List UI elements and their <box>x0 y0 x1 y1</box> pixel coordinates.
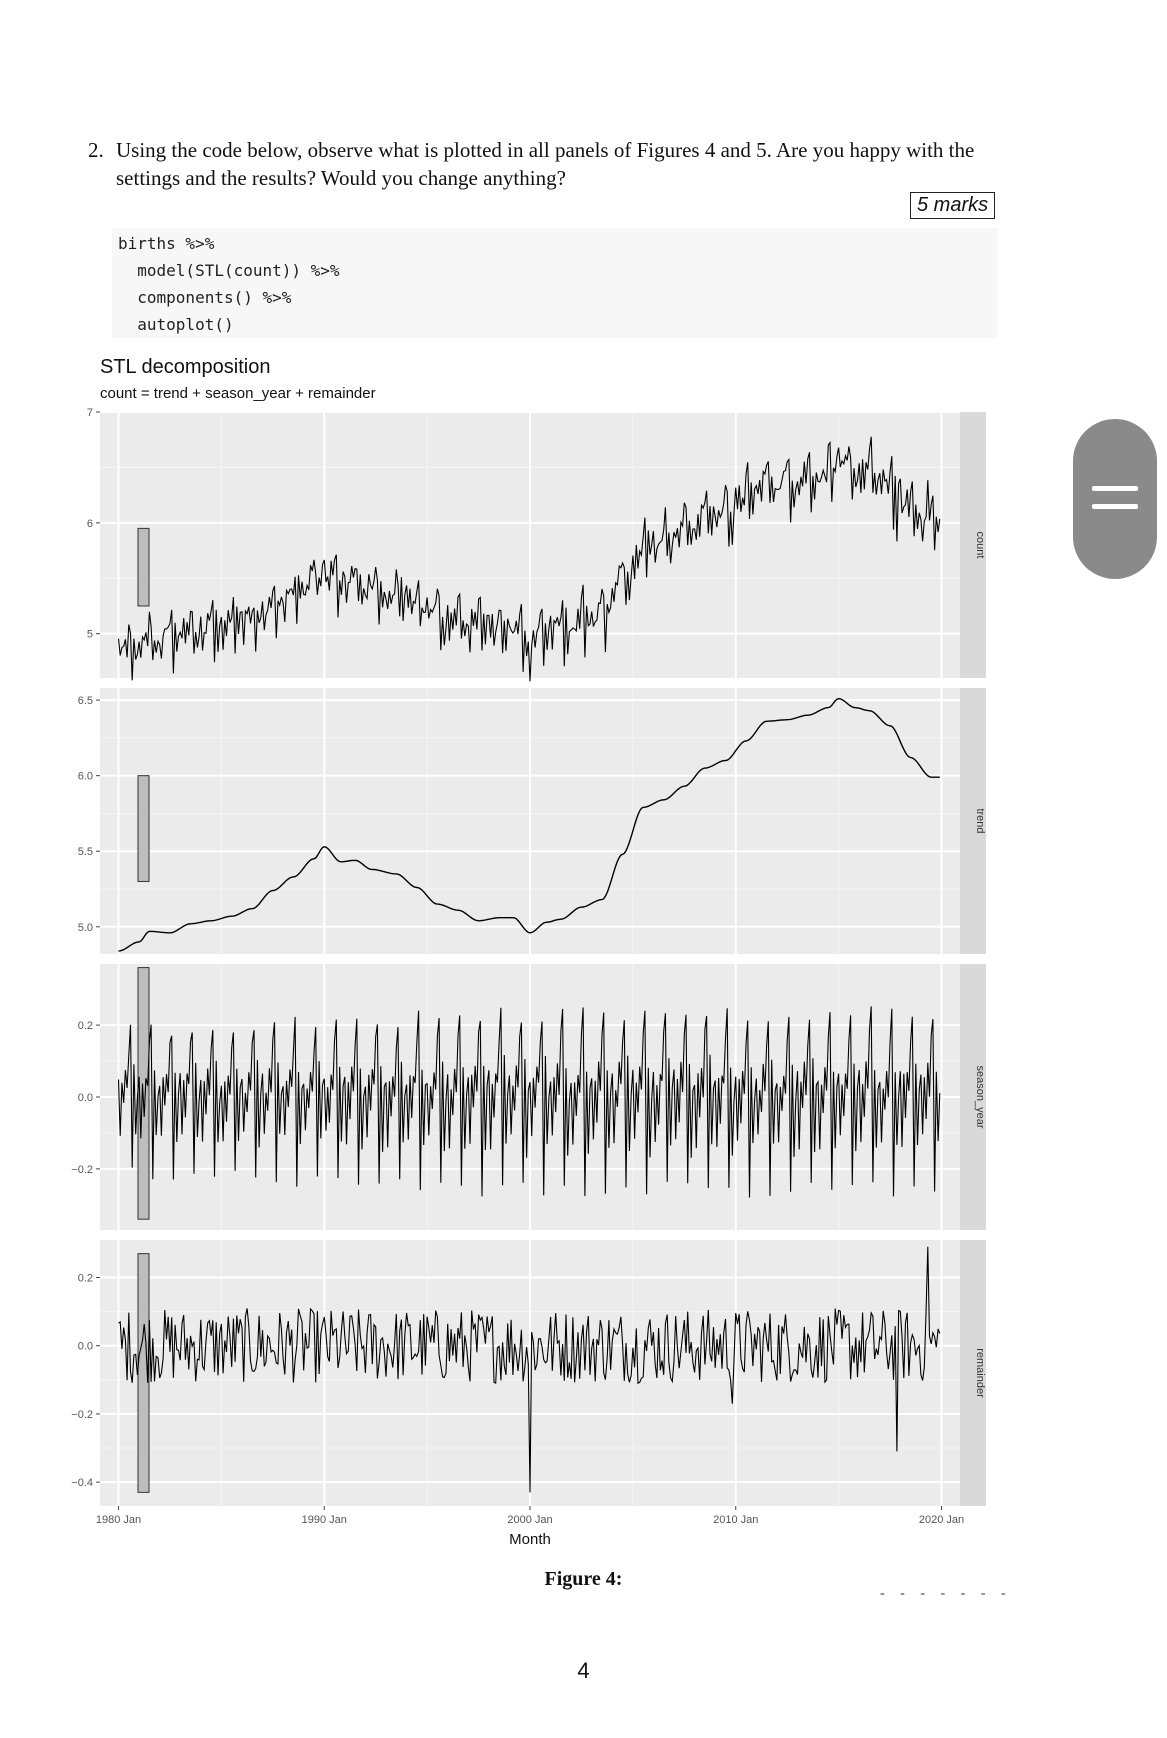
y-tick-label: 0.0 <box>77 1092 93 1104</box>
strip-label: season_year <box>974 1065 986 1129</box>
y-tick-label: 5.5 <box>77 846 93 859</box>
y-tick-label: 0.2 <box>77 1272 93 1285</box>
y-tick-label: 7 <box>86 407 93 419</box>
marks-badge: 5 marks <box>910 192 995 219</box>
chart-title: STL decomposition <box>100 356 271 378</box>
x-tick-label: 2000 Jan <box>507 1514 553 1526</box>
y-tick-label: 5.0 <box>77 921 93 934</box>
question-text: Using the code below, observe what is plotted in all panels of Figures 4 and 5. Are you happy with the settings and the results? Would you change anything? <box>116 138 975 190</box>
y-tick-label: 6.0 <box>77 770 93 783</box>
y-tick-label: −0.2 <box>71 1408 93 1421</box>
y-tick-label: 0.2 <box>77 1020 93 1033</box>
strip-label: remainder <box>974 1348 986 1398</box>
x-tick-label: 1990 Jan <box>301 1514 347 1526</box>
strip-label: trend <box>974 808 986 834</box>
figure-caption: Figure 4: <box>544 1568 623 1590</box>
page-number: 4 <box>577 1658 590 1683</box>
x-tick-label: 1980 Jan <box>95 1514 142 1526</box>
x-tick-label: 2020 Jan <box>918 1514 965 1526</box>
code-line: components() %>% <box>118 288 292 307</box>
scale-bar <box>138 528 149 606</box>
x-tick-label: 2010 Jan <box>713 1514 759 1526</box>
scale-bar <box>138 776 149 882</box>
y-tick-label: −0.2 <box>71 1163 93 1176</box>
strip-label: count <box>974 531 986 559</box>
question-number: 2. <box>88 138 104 162</box>
footer-fragment: - - - - - - - <box>880 1586 1012 1601</box>
y-tick-label: 6 <box>86 517 93 530</box>
y-tick-label: −0.4 <box>71 1477 93 1490</box>
y-tick-label: 5 <box>86 628 93 641</box>
chart-subtitle: count = trend + season_year + remainder <box>100 385 376 402</box>
x-axis-label: Month <box>509 1531 551 1548</box>
y-tick-label: 6.5 <box>77 695 93 708</box>
scroll-handle[interactable] <box>1073 419 1157 579</box>
code-line: births %>% <box>118 234 215 253</box>
y-tick-label: 0.0 <box>77 1340 93 1353</box>
code-line: model(STL(count)) %>% <box>118 261 340 280</box>
code-line: autoplot() <box>118 315 234 334</box>
